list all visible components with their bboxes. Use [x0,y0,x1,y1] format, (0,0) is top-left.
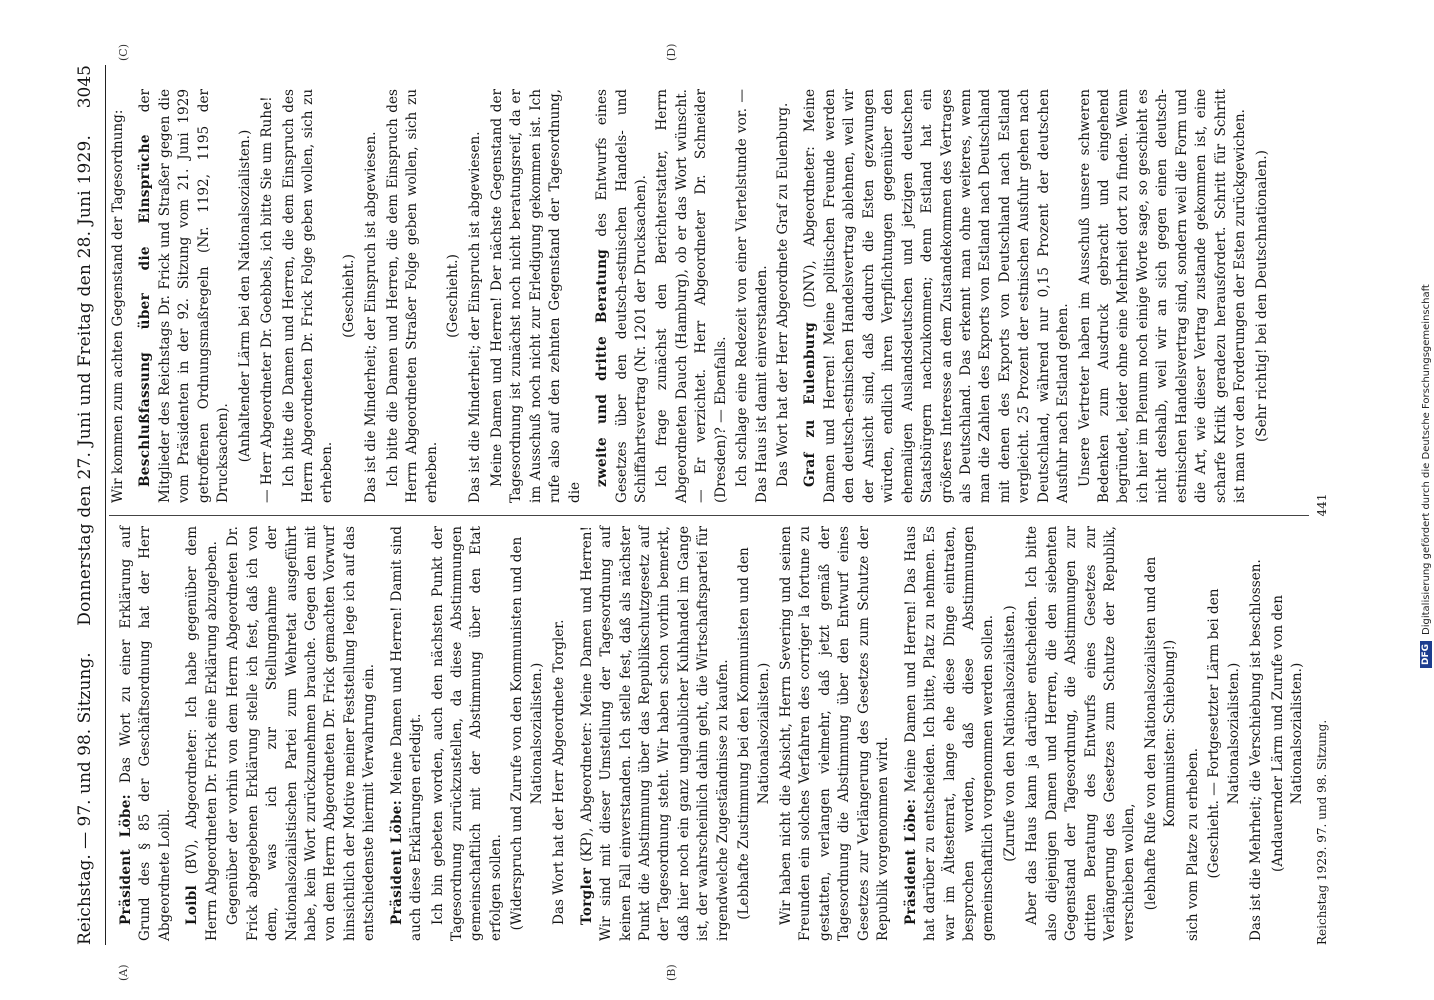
margin-mark-a: (A) [117,964,130,981]
paragraph-text: Ich bin gebeten worden, auch den nächsten Punkt der Tagesordnung zurückzustellen, da diese Abstimmungen gemeinschaftlich mit der Abstimmung über den Etat erfolgen sollen. [429,526,504,941]
rotated-page [65,43,1355,981]
paragraph-text: Meine Damen und Herren! Damit sind auch diese Erklärungen erledigt. [388,526,425,941]
paragraph-text: Das Wort hat der Herr Abgeordnete Graf zu Eulenburg. [775,102,791,487]
paragraph [224,526,380,941]
paragraph [733,89,772,503]
right-column [109,85,1309,515]
paragraph-text: Unsere Vertreter haben im Ausschuß unsere schweren Bedenken zum Ausdruck gebracht und eingehend begründet, leider ohne eine Mehrheit dort zu finden. Wenn ich hier im Plenum noch einige Worte sage, so geschieht es nicht deshalb, weil wir an sich gegen einen deutsch-estnischen Handelsvertrag sind, sondern weil die Form und die Art, wie dieser Vertrag zustande gekommen ist, eine scharfe Kritik geradezu herausfordert. Schritt für Schritt ist man vor den Forderungen der Esten zurückgewichen. [1076,89,1249,503]
speaker-name: Graf zu Eulenburg [802,321,819,487]
paragraph-text: des Entwurfs eines Gesetzes über den deutsch-estnischen Handels- und Schiffahrtsvertrag (Nr. 1201 der Drucksachen). [594,89,649,503]
paragraph [653,89,731,503]
interjection: (Anhaltender Lärm bei den Nationalsozialisten.) [236,129,253,463]
paragraph [280,89,338,503]
page-header [65,65,106,945]
paragraph: Das ist die Minderheit; der Einspruch ist abgewiesen. [467,131,484,503]
paragraph-text: Meine Damen und Herren! Das Haus hat darüber zu entscheiden. Ich bitte, Platz zu nehmen. Es war im Ältestenrat, lange ehe diese Dinge eintraten, besprochen worden, daß diese Abstimmungen gemeinschaftlich vorgenommen werden sollen. [902,525,997,941]
paragraph-text: Ich bitte die Damen und Herren, die dem Einspruch des Herrn Abgeordneten Straßer Folge geben wollen, sich zu erheben. [384,89,440,503]
interjection: (Geschieht.) [340,254,357,338]
speaker-name: zweite und dritte Beratung [594,248,611,487]
paragraph-text: Wir haben nicht die Absicht, Herrn Severing und seinen Freunden ein solches Verfahren des corriger la fortune zu gestatten, verlangen vielmehr, daß jetzt gemäß der Tagesordnung die Abstimmung über den Entwurf eines Gesetzes zur Verlängerung des Gesetzes zum Schutze der Republik vorgenommen wird. [778,526,892,941]
margin-mark-b: (B) [665,964,678,981]
speaker-paragraph [136,89,233,503]
interjection: (Geschieht.) [445,254,461,338]
digitization-text: Digitalisierung gefördert durch die Deutsche Forschungsgemeinschaft [1420,284,1432,635]
paragraph: sich vom Platze zu erheben. [1184,747,1201,941]
paragraph [429,526,507,941]
paragraph: Wir kommen zum achten Gegenstand der Tagesordnung: [110,109,126,503]
speaker-name: Loibl [184,885,201,925]
speaker-paragraph [388,526,427,941]
interjection: (Zurufe von den Nationalsozialisten.) [1001,605,1018,862]
speaker-paragraph [117,526,175,941]
paragraph-text: (DNV), Abgeordneter: Meine Damen und Herren! Meine politischen Freunde werden den deutsch-estnischen Handelsvertrag ablehnen, weil wir der Ansicht sind, daß dadurch die Esten gezwungen würden, endlich ihren Verpflichtungen gegenüber den ehemaligen Auslandsdeutschen und jetzigen deutschen Staatsbürgern nachzukommen; denn Estland hat ein größeres Interesse an dem Zustandekommen des Vertrages als Deutschland. Das erkennt man ohne weiteres, wenn man die Zahlen des Exports von Estland nach Deutschland mit denen des Exports von Deutschland nach Estland vergleicht. 25 Prozent der estnischen Ausfuhr gehen nach Deutschland, während nur 0,15 Prozent der deutschen Ausfuhr nach Estland gehen. [802,89,1072,503]
footer-left: Reichstag 1929. 97. und 98. Sitzung. [1315,719,1329,945]
paragraph-text: Ich frage zunächst den Berichterstatter, Herrn Abgeordneten Dauch (Hamburg), ob er das Wort wünscht. — Er verzichtet. Herr Abgeordneter Dr. Schneider (Dresden)? — Ebenfalls. [654,89,729,503]
interjection: (lebhafte Rufe von den Nationalsozialisten und den Kommunisten: Schiebung!) [1142,556,1179,911]
paragraph: Das ist die Minderheit; der Einspruch ist abgewiesen. [363,131,380,503]
paragraph-text: Meine Damen und Herren! Der nächste Gegenstand der Tagesordnung ist zunächst noch nicht beratungsreif, da er im Ausschuß noch nicht zur Erledigung gekommen ist. Ich rufe also auf den zehnten Gegenstand der Tagesordnung, die [488,89,583,503]
speaker-paragraph [578,526,734,941]
paragraph-text: Das Wort hat der Herr Abgeordnete Torgler. [551,619,568,925]
interjection: (Lebhafte Zustimmung bei den Kommunisten und den Nationalsozialisten.) [736,547,772,920]
speaker-name: Beschlußfassung über die Einsprüche [137,134,154,487]
paragraph-text: Ich schlage eine Redezeit von einer Viertelstunde vor. — Das Haus ist damit einverstanden. [734,89,770,503]
paragraph [384,89,442,503]
page-footer [1315,65,1329,945]
paragraph-text: Ich bitte die Damen und Herren, die dem Einspruch des Herrn Abgeordneten Dr. Frick Folge geben wollen, sich zu erheben. [280,89,336,503]
interjection: (Geschieht. — Fortgesetzter Lärm bei den Nationalsozialisten.) [1206,588,1242,879]
speaker-paragraph [902,526,999,941]
paragraph [777,526,894,941]
speaker-name: Präsident Löbe: [902,798,919,925]
speaker-paragraph [801,89,1073,503]
paragraph [774,89,793,503]
paragraph: Das ist die Mehrheit; die Verschiebung ist beschlossen. [1248,559,1265,941]
dfg-logo: DFG [1420,641,1432,668]
speaker-name: Torgler [578,867,595,925]
paragraph-text: Gegenüber der vorhin von dem Herrn Abgeordneten Dr. Frick abgegebenen Erklärung stelle ich fest, daß ich von dem, was ich zur Stellungnahme der Nationalsozialistischen Partei zum Wehretat ausgeführt habe, kein Wort zurückzunehmen brauche. Gegen den mit von dem Herrn Abgeordneten Dr. Frick gemachten Vorwurf hinsichtlich der Motive meiner Feststellung lege ich auf das entschiedenste hiermit Verwahrung ein. [225,526,378,941]
paragraph-text: der Mitglieder des Reichstags Dr. Frick und Straßer gegen die vom Präsidenten in der 92. Sitzung vom 21. Juni 1929 getroffenen Ordnungsmaßregeln (Nr. 1192, 1195 der Drucksachen). [137,88,232,503]
paragraph-text: (BV), Abgeordneter: Ich habe gegenüber dem Herrn Abgeordneten Dr. Frick eine Erklärung abzugeben. [184,526,220,941]
speaker-paragraph [593,89,651,503]
footer-number: 441 [1315,493,1329,517]
header-left: Reichstag. — 97. und 98. Sitzung. [75,652,95,945]
margin-mark-d: (D) [665,43,678,61]
paragraph-text: Aber das Haus kann ja darüber entscheiden. Ich bitte also diejenigen Damen und Herren, die den siebenten Gegenstand der Tagesordnung, die Abstimmungen zur dritten Beratung des Entwurfs eines Gesetzes zur Verlängerung des Gesetzes zum Schutze der Republik, verschieben wollen, [1024,526,1138,941]
left-column [109,515,1309,945]
interjection: (Widerspruch und Zurufe von den Kommunisten und den Nationalsozialisten.) [509,536,545,931]
columns [109,65,1309,945]
paragraph [1023,526,1140,941]
paragraph: — Herr Abgeordneter Dr. Goebbels, ich bitte Sie um Ruhe! [259,96,276,503]
speaker-name: Präsident Löbe: [118,794,134,925]
paragraph-text: (KP), Abgeordneter: Meine Damen und Herren! Wir sind mit dieser Umstellung der Tagesordnung auf keinen Fall einverstanden. Ich stelle fest, daß als nächster Punkt die Abstimmung über das Republikschutzgesetz auf der Tagesordnung steht. Wir haben schon vorhin bemerkt, daß hier noch ein ganz unglaublicher Kuhhandel im Gange ist, der wahrscheinlich dahin geht, die Wirtschaftspartei für irgendwelche Zugeständnisse zu kaufen. [578,526,731,941]
interjection: (Sehr richtig! bei den Deutschnationalen.) [1253,150,1270,442]
paragraph [1076,89,1251,503]
speaker-paragraph [183,526,222,941]
digitization-note [1418,8,1434,668]
paragraph [488,89,585,503]
paragraph-text: Das Wort zu einer Erklärung auf Grund des § 85 der Geschäftsordnung hat der Herr Abgeordnete Loibl. [118,526,173,941]
header-date: Donnerstag den 27. Juni und Freitag den 28. Juni 1929. [75,134,95,626]
page-number: 3045 [75,65,95,109]
interjection: (Andauernder Lärm und Zurufe von den Nationalsozialisten.) [1269,595,1305,872]
paragraph [550,526,569,941]
speaker-name: Präsident Löbe: [388,799,405,925]
margin-mark-c: (C) [117,44,130,61]
